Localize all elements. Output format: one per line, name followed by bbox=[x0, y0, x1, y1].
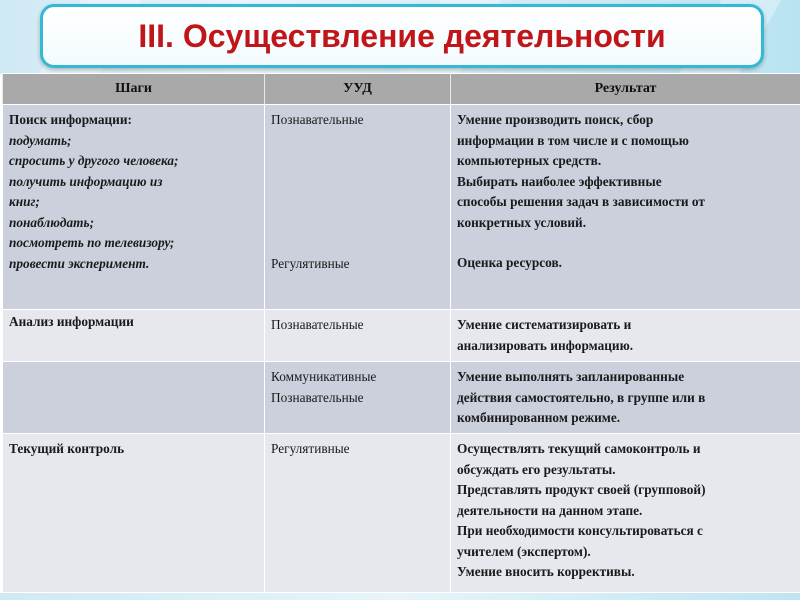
footer-band bbox=[0, 593, 800, 600]
step-title: Поиск информации: bbox=[9, 112, 132, 127]
table-row bbox=[3, 362, 800, 434]
step-title: Текущий контроль bbox=[9, 441, 125, 456]
result-line: конкретных условий. bbox=[457, 214, 587, 230]
uud-cell bbox=[265, 105, 451, 310]
step-item: спросить у другого человека; bbox=[9, 153, 179, 168]
result-line: обсуждать его результаты. bbox=[457, 461, 616, 477]
step-item: провести эксперимент. bbox=[9, 255, 150, 271]
spacer bbox=[457, 233, 794, 253]
uud-label: Коммуникативные bbox=[271, 369, 377, 384]
step-item: книг; bbox=[9, 194, 40, 209]
result-line: способы решения задач в зависимости от bbox=[457, 194, 705, 209]
result-line: Осуществлять текущий самоконтроль и bbox=[457, 441, 701, 456]
slide-title: III. Осуществление деятельности bbox=[138, 17, 666, 54]
step-title: Анализ информации bbox=[9, 314, 134, 329]
result-line: Умение вносить коррективы. bbox=[457, 564, 635, 579]
result-line: Умение систематизировать и bbox=[457, 317, 632, 332]
uud-label: Познавательные bbox=[271, 112, 364, 127]
result-line: анализировать информацию. bbox=[457, 337, 634, 353]
result-cell bbox=[451, 434, 800, 593]
result-line: учителем (экспертом). bbox=[457, 543, 591, 559]
result-line: При необходимости консультироваться с bbox=[457, 523, 703, 538]
step-cell bbox=[3, 362, 265, 434]
result-line: Выбирать наиболее эффективные bbox=[457, 173, 662, 189]
result-line: Представлять продукт своей (групповой) bbox=[457, 482, 706, 497]
step-item: понаблюдать; bbox=[9, 214, 95, 230]
result-line: Умение выполнять запланированные bbox=[457, 369, 685, 384]
result-line: Оценка ресурсов. bbox=[457, 255, 562, 270]
result-line: деятельности на данном этапе. bbox=[457, 502, 643, 518]
result-cell bbox=[451, 362, 800, 434]
table-row bbox=[3, 105, 800, 310]
uud-label: Познавательные bbox=[271, 389, 364, 405]
step-item: посмотреть по телевизору; bbox=[9, 235, 175, 250]
uud-label: Регулятивные bbox=[271, 255, 350, 271]
table-row bbox=[3, 434, 800, 593]
result-line: Умение производить поиск, сбор bbox=[457, 112, 654, 127]
header-uud: УУД bbox=[265, 74, 451, 105]
step-item: подумать; bbox=[9, 132, 72, 148]
step-item: получить информацию из bbox=[9, 173, 163, 189]
result-cell bbox=[451, 105, 800, 310]
step-cell bbox=[3, 310, 265, 362]
uud-label: Познавательные bbox=[271, 317, 364, 332]
step-cell bbox=[3, 105, 265, 310]
header-steps: Шаги bbox=[3, 74, 265, 105]
header-result: Результат bbox=[451, 74, 800, 105]
spacer bbox=[271, 131, 444, 213]
result-line: действия самостоятельно, в группе или в bbox=[457, 389, 706, 405]
table-row bbox=[3, 310, 800, 362]
uud-cell bbox=[265, 362, 451, 434]
uud-cell bbox=[265, 310, 451, 362]
activity-table bbox=[2, 73, 800, 593]
step-cell bbox=[3, 434, 265, 593]
result-line: комбинированном режиме. bbox=[457, 410, 621, 425]
table-header-row bbox=[3, 74, 800, 105]
uud-label: Регулятивные bbox=[271, 441, 350, 456]
result-line: информации в том числе и с помощью bbox=[457, 132, 689, 148]
title-banner bbox=[40, 4, 764, 68]
result-cell bbox=[451, 310, 800, 362]
uud-cell bbox=[265, 434, 451, 593]
result-line: компьютерных средств. bbox=[457, 153, 602, 168]
